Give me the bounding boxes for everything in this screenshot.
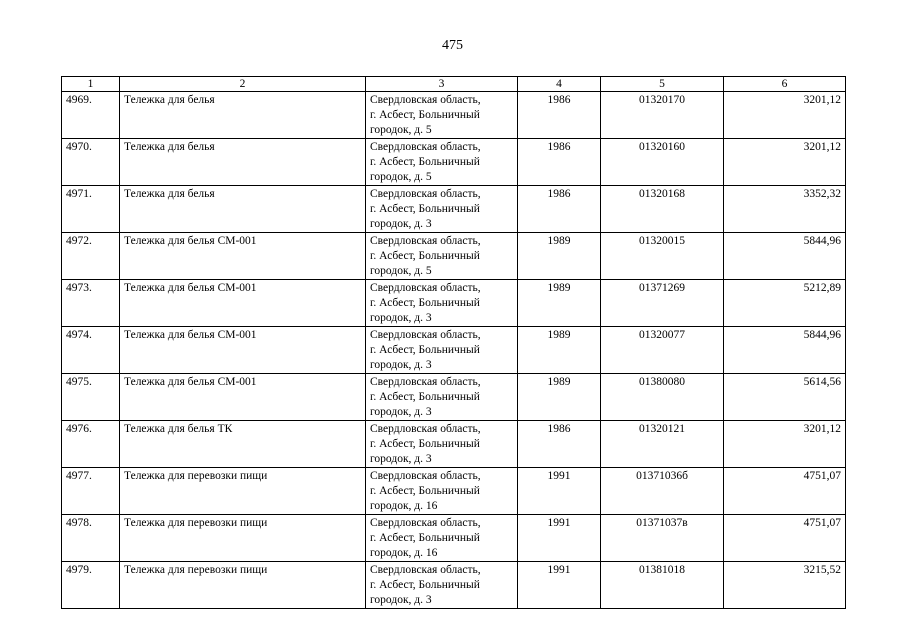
address-line: городок, д. 5 [370,171,432,183]
row-number-cell: 4976. [62,421,120,468]
row-number-cell: 4974. [62,327,120,374]
address-line: г. Асбест, Больничный [370,250,480,262]
address-line: Свердловская область, [370,470,481,482]
inventory-code-cell: 01320077 [601,327,724,374]
address-line: г. Асбест, Больничный [370,109,480,121]
property-table [61,76,846,609]
value-cell: 3352,32 [724,186,846,233]
address-line: Свердловская область, [370,94,481,106]
table-row [62,468,846,515]
row-number-cell: 4970. [62,139,120,186]
address-line: г. Асбест, Больничный [370,297,480,309]
value-cell: 4751,07 [724,515,846,562]
address-line: городок, д. 3 [370,406,432,418]
item-name-cell: Тележка для белья СМ-001 [120,374,366,421]
value-cell: 5844,96 [724,327,846,374]
item-name-cell: Тележка для перевозки пищи [120,562,366,609]
inventory-code-cell: 01320170 [601,92,724,139]
page-number: 475 [442,38,463,53]
item-name-cell: Тележка для белья [120,139,366,186]
table-row [62,374,846,421]
address-cell [366,374,518,421]
inventory-code-cell: 01371037в [601,515,724,562]
row-number-cell: 4979. [62,562,120,609]
inventory-code-cell: 01320168 [601,186,724,233]
table-row [62,233,846,280]
address-line: Свердловская область, [370,188,481,200]
year-cell: 1989 [518,280,601,327]
year-cell: 1991 [518,515,601,562]
item-name-cell: Тележка для перевозки пищи [120,515,366,562]
year-cell: 1986 [518,186,601,233]
address-line: городок, д. 3 [370,453,432,465]
address-cell [366,186,518,233]
address-line: городок, д. 5 [370,124,432,136]
column-header: 5 [601,77,724,92]
row-number-cell: 4972. [62,233,120,280]
address-line: г. Асбест, Больничный [370,156,480,168]
address-line: городок, д. 16 [370,547,438,559]
table-row [62,515,846,562]
column-header: 2 [120,77,366,92]
value-cell: 5844,96 [724,233,846,280]
year-cell: 1989 [518,327,601,374]
value-cell: 5614,56 [724,374,846,421]
address-cell [366,233,518,280]
address-line: Свердловская область, [370,282,481,294]
year-cell: 1986 [518,421,601,468]
address-line: Свердловская область, [370,517,481,529]
address-line: городок, д. 5 [370,265,432,277]
table-row [62,280,846,327]
address-cell [366,562,518,609]
item-name-cell: Тележка для белья [120,92,366,139]
address-line: Свердловская область, [370,376,481,388]
address-line: Свердловская область, [370,329,481,341]
value-cell: 3201,12 [724,139,846,186]
year-cell: 1989 [518,374,601,421]
address-line: городок, д. 3 [370,594,432,606]
address-line: г. Асбест, Больничный [370,344,480,356]
inventory-code-cell: 01380080 [601,374,724,421]
inventory-code-cell: 01320015 [601,233,724,280]
row-number-cell: 4977. [62,468,120,515]
item-name-cell: Тележка для белья ТК [120,421,366,468]
header-row [62,77,846,92]
address-cell [366,139,518,186]
item-name-cell: Тележка для перевозки пищи [120,468,366,515]
value-cell: 5212,89 [724,280,846,327]
table-row [62,92,846,139]
address-line: городок, д. 3 [370,312,432,324]
address-cell [366,280,518,327]
inventory-code-cell: 01381018 [601,562,724,609]
value-cell: 3215,52 [724,562,846,609]
column-header: 6 [724,77,846,92]
table-row [62,562,846,609]
column-header: 1 [62,77,120,92]
column-header: 3 [366,77,518,92]
table-row [62,186,846,233]
year-cell: 1991 [518,562,601,609]
row-number-cell: 4978. [62,515,120,562]
address-line: Свердловская область, [370,141,481,153]
table-row [62,327,846,374]
address-line: городок, д. 3 [370,218,432,230]
inventory-code-cell: 01371036б [601,468,724,515]
address-line: г. Асбест, Больничный [370,485,480,497]
inventory-code-cell: 01320121 [601,421,724,468]
address-line: городок, д. 3 [370,359,432,371]
address-line: г. Асбест, Больничный [370,391,480,403]
address-line: Свердловская область, [370,564,481,576]
address-cell [366,327,518,374]
item-name-cell: Тележка для белья СМ-001 [120,280,366,327]
value-cell: 3201,12 [724,421,846,468]
value-cell: 3201,12 [724,92,846,139]
year-cell: 1986 [518,139,601,186]
year-cell: 1991 [518,468,601,515]
item-name-cell: Тележка для белья [120,186,366,233]
address-line: г. Асбест, Больничный [370,203,480,215]
row-number-cell: 4973. [62,280,120,327]
year-cell: 1989 [518,233,601,280]
table-row [62,421,846,468]
item-name-cell: Тележка для белья СМ-001 [120,233,366,280]
inventory-code-cell: 01320160 [601,139,724,186]
address-cell [366,515,518,562]
address-cell [366,468,518,515]
address-cell [366,92,518,139]
address-line: Свердловская область, [370,235,481,247]
address-line: г. Асбест, Больничный [370,438,480,450]
address-line: Свердловская область, [370,423,481,435]
address-line: г. Асбест, Больничный [370,532,480,544]
column-header: 4 [518,77,601,92]
year-cell: 1986 [518,92,601,139]
row-number-cell: 4975. [62,374,120,421]
table-row [62,139,846,186]
value-cell: 4751,07 [724,468,846,515]
inventory-code-cell: 01371269 [601,280,724,327]
address-cell [366,421,518,468]
row-number-cell: 4971. [62,186,120,233]
item-name-cell: Тележка для белья СМ-001 [120,327,366,374]
row-number-cell: 4969. [62,92,120,139]
address-line: городок, д. 16 [370,500,438,512]
address-line: г. Асбест, Больничный [370,579,480,591]
